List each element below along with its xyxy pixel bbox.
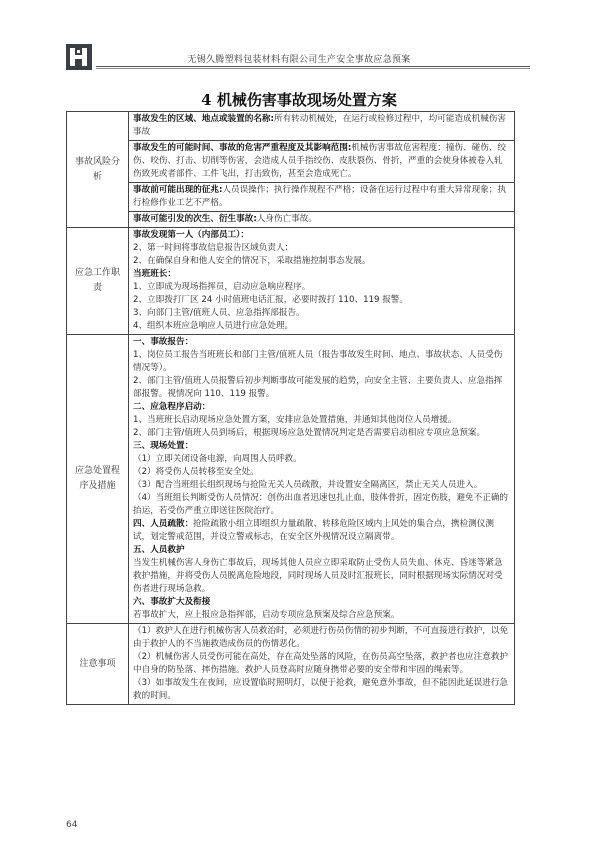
risk-item-text: 所有转动机械处，在运行或检修过程中，均可能造成机械伤害事故 [133, 114, 506, 137]
duties-shift-item [133, 281, 510, 294]
risk-item-text: 人身伤亡事故。 [256, 214, 317, 224]
measures-item [133, 609, 510, 622]
measures-item [133, 375, 510, 401]
risk-item-text: 机械伤害事故危害程度：撞伤、碰伤、绞伤、咬伤、打击、切削等伤害，会造成人员手指绞伤、皮肤裂伤、骨折，严重的会使身体被卷入轧伤致死或者部件、工件飞出，打击致伤，甚至会造成死亡。 [133, 143, 506, 179]
measures-item-text: 抢险疏散小组立即组织力量疏散、转移危险区域内上风处的集合点，携检测仪测试，划定警戒范围，并设立警戒标志，在安全区外视情况设立隔离带。 [133, 519, 494, 542]
risk-item-heading: 事故发生的可能时间、事故的危害严重程度及其影响范围: [133, 143, 352, 153]
measures-item [133, 466, 510, 479]
header-rule-thin [96, 68, 530, 69]
risk-paragraph [133, 142, 510, 181]
measures-item-text: 1、岗位员工报告当班班长和部门主管/值班人员（报告事故发生时间、地点、事故状态、人员受伤情况等）。 [133, 350, 503, 373]
duties-first-person-heading [133, 229, 510, 242]
measures-item-text: 2、部门主管/值班人员到场后，根据现场应急处置情况判定是否需要启动相应专项应急预案。 [133, 428, 486, 438]
risk-paragraph [133, 113, 510, 139]
risk-row [67, 212, 515, 228]
notes-cell [67, 624, 129, 705]
measures-item [133, 479, 510, 492]
notes-item [133, 625, 510, 651]
risk-content-cell [129, 141, 515, 183]
measures-group-heading-line [133, 336, 510, 349]
risk-item-text: 人员误操作；执行操作规程不严格；设备在运行过程中有重大异常现象；执行检修作业工艺不严格。 [133, 185, 506, 208]
duties-cell-label: 应急工作职责 [74, 268, 120, 293]
shift-item-text: 2、立即拨打厂区 24 小时值班电话汇报，必要时拨打 110、119 报警。 [133, 295, 408, 305]
duties-shift-heading [133, 268, 510, 281]
measures-item-text: 2、部门主管/值班人员报警后初步判断事故可能发展的趋势，向安全主管、主要负责人、应急指挥部报警。视情况向 110、119 报警。 [133, 376, 503, 399]
duties-shift-item [133, 307, 510, 320]
risk-row [67, 141, 515, 183]
measures-item-text: （4）当班组长判断受伤人员情况：创伤出血者迅速包扎止血，肢体骨折，固定伤肢，避免不正确的抬运，若受伤严重立即送往医院治疗。 [133, 493, 509, 516]
measures-item-text: （2）将受伤人员转移至安全处。 [133, 467, 259, 477]
page-number: 64 [66, 820, 78, 830]
measures-group-heading-line [133, 440, 510, 453]
risk-paragraph [133, 213, 510, 226]
first-person-heading: 事故发现第一人（内部员工）： [133, 230, 250, 240]
first-person-item-text: 2、在确保自身和他人安全的情况下，采取措施控制事态发展。 [133, 256, 371, 266]
measures-item-text: （1）立即关闭设备电源，向周围人员呼救。 [133, 454, 302, 464]
measures-group-heading: 一、事故报告： [133, 337, 194, 347]
page-title: 4 机械伤害事故现场处置方案 [201, 91, 397, 109]
duties-shift-item [133, 294, 510, 307]
shift-item-text: 3、向部门主管/值班人员、应急指挥部报告。 [133, 308, 305, 318]
risk-row [67, 183, 515, 212]
measures-item-text: 当发生机械伤害人身伤亡事故后，现场其他人员应立即采取防止受伤人员失血、休克、昏迷等紧急救护措施，并将受伤人员脱离危险地段，同时现场人员及时汇报班长，同时根据现场实际情况对受伤者进行现场急救。 [133, 558, 503, 594]
notes-item-text: （1）救护人在进行机械伤害人员救治时，必须进行伤员伤情的初步判断，不可直接进行救护，以免由于救护人的不当施救造成伤员的伤情恶化。 [133, 626, 509, 649]
notes-item-text: （3）如事故发生在夜间，应设置临时照明灯，以便于抢救，避免意外事故，但不能因此延误进行急救的时间。 [133, 678, 509, 701]
notes-item [133, 651, 510, 677]
measures-content-cell [129, 335, 515, 624]
measures-cell [67, 335, 129, 624]
risk-item-heading: 事故前可能出现的征兆: [133, 185, 223, 195]
risk-content-cell [129, 183, 515, 212]
risk-row [67, 112, 515, 141]
measures-cell-label: 应急处置程序及措施 [74, 466, 120, 491]
risk-analysis-cell-label: 事故风险分析 [74, 156, 120, 182]
measures-group-heading: 三、现场处置： [133, 441, 194, 451]
measures-item [133, 453, 510, 466]
measures-item [133, 349, 510, 375]
shift-item-text: 4、组织本班应急响应人员进行应急处理。 [133, 321, 294, 331]
duties-shift-item [133, 320, 510, 333]
measures-group-heading: 二、应急程序启动： [133, 402, 211, 412]
measures-group-heading: 六、事故扩大及衔接 [133, 597, 211, 607]
measures-item-text: 1、当班班长启动现场应急处置方案，安排应急处置措施，并通知其他岗位人员增援。 [133, 415, 457, 425]
duties-row [67, 228, 515, 335]
shift-item-text: 1、立即成为现场指挥员，启动应急响应程序。 [133, 282, 311, 292]
measures-group-heading: 四、人员疏散： [133, 519, 194, 529]
measures-item [133, 414, 510, 427]
risk-item-heading: 事故发生的区域、地点或装置的名称: [133, 114, 274, 124]
notes-row [67, 624, 515, 705]
risk-paragraph [133, 184, 510, 210]
first-person-item-text: 2、第一时间将事故信息报告区域负责人； [133, 243, 294, 253]
measures-group-heading: 五、人员救护 [133, 545, 185, 555]
measures-group-heading-line [133, 596, 510, 609]
measures-group-inline [133, 518, 510, 544]
duties-content-cell [129, 228, 515, 335]
measures-row [67, 335, 515, 624]
measures-item-text: （3）配合当班组长组织现场与抢险无关人员疏散，并设置安全隔离区，禁止无关人员进入。 [133, 480, 483, 490]
risk-analysis-cell [67, 112, 129, 228]
measures-item-text: 若事故扩大，应上报应急指挥部，启动专项应急预案及综合应急预案。 [133, 610, 400, 620]
duties-first-person-item [133, 242, 510, 255]
running-header: 无锡久腾塑料包装材料有限公司生产安全事故应急预案 [187, 55, 411, 65]
header-rule [96, 66, 530, 67]
risk-item-heading: 事故可能引发的次生、衍生事故: [133, 214, 257, 224]
measures-group-heading-line [133, 401, 510, 414]
response-plan-table [66, 111, 515, 705]
measures-group-heading-line [133, 544, 510, 557]
measures-item [133, 427, 510, 440]
notes-content-cell [129, 624, 515, 705]
duties-first-person-item [133, 255, 510, 268]
notes-item-text: （2）机械伤害人员受伤可能在高处，存在高处坠落的风险，在伤员高空坠落，救护者也应注意救护中自身的防坠落、摔伤措施。救护人员登高时应随身携带必要的安全带和牢固的绳索等。 [133, 652, 509, 675]
measures-item [133, 492, 510, 518]
shift-leader-heading: 当班班长： [133, 269, 176, 279]
notes-cell-label: 注意事项 [79, 658, 116, 669]
measures-item [133, 557, 510, 596]
risk-content-cell [129, 112, 515, 141]
notes-item [133, 677, 510, 703]
duties-cell [67, 228, 129, 335]
risk-content-cell [129, 212, 515, 228]
